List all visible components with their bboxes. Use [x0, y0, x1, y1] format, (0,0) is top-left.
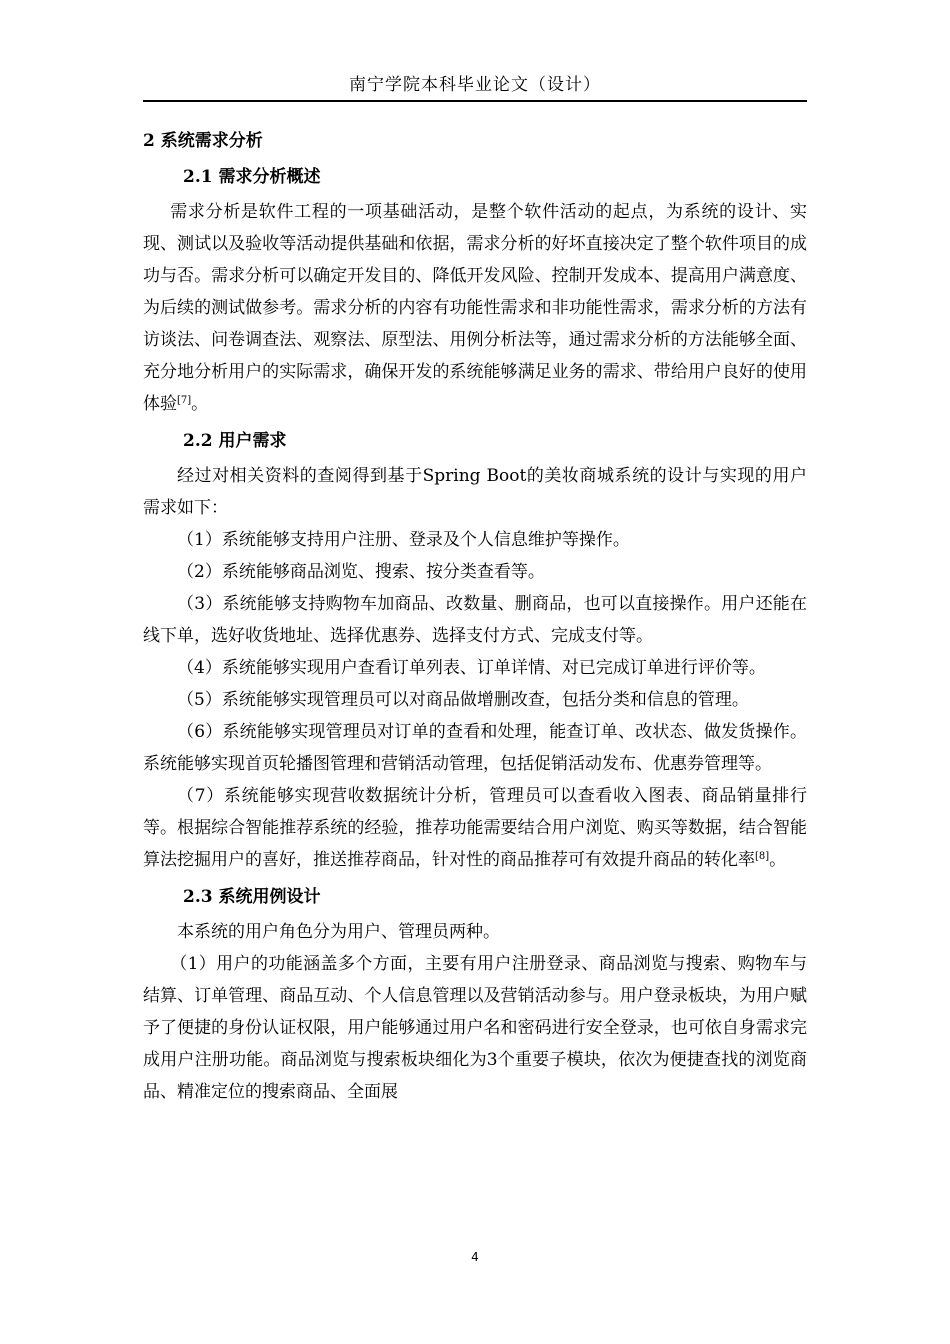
- running-header: 南宁学院本科毕业论文（设计）: [349, 75, 601, 95]
- subsection-title-2-3: 2.3 系统用例设计: [183, 887, 321, 907]
- paragraph-user-requirements-intro: 经过对相关资料的查阅得到基于Spring Boot的美妆商城系统的设计与实现的用户需求如下：: [143, 466, 807, 518]
- requirement-item-7: [143, 780, 807, 876]
- paragraph-user-functions: （1）用户的功能涵盖多个方面，主要有用户注册登录、商品浏览与搜索、购物车与结算、订单管理、商品互动、个人信息管理以及营销活动参与。用户登录板块，为用户赋予了便捷的身份认证权限，用户能够通过用户名和密码进行安全登录，也可依自身需求完成用户注册功能。商品浏览与搜索板块细化为3个重要子模块，依次为便捷查找的浏览商品、精准定位的搜索商品、全面展: [143, 954, 807, 1102]
- requirement-item-2: （2）系统能够商品浏览、搜索、按分类查看等。: [177, 562, 545, 582]
- requirement-item-1: （1）系统能够支持用户注册、登录及个人信息维护等操作。: [177, 530, 630, 550]
- requirement-item-6: （6）系统能够实现管理员对订单的查看和处理，能查订单、改状态、做发货操作。系统能够实现首页轮播图管理和营销活动管理，包括促销活动发布、优惠券管理等。: [143, 722, 807, 774]
- citation: [8]: [755, 851, 770, 862]
- requirement-item-4: （4）系统能够实现用户查看订单列表、订单详情、对已完成订单进行评价等。: [177, 658, 766, 678]
- subsection-title-2-1: 2.1 需求分析概述: [183, 167, 321, 187]
- item-text: （7）系统能够实现营收数据统计分析，管理员可以查看收入图表、商品销量排行等。根据综合智能推荐系统的经验，推荐功能需要结合用户浏览、购买等数据，结合智能算法挖掘用户的喜好，推送推荐商品，针对性的商品推荐可有效提升商品的转化率: [143, 786, 807, 870]
- paragraph-use-case-intro: 本系统的用户角色分为用户、管理员两种。: [177, 922, 500, 942]
- requirement-item-5: （5）系统能够实现管理员可以对商品做增删改查，包括分类和信息的管理。: [177, 690, 749, 710]
- requirement-item-3: （3）系统能够支持购物车加商品、改数量、删商品，也可以直接操作。用户还能在线下单，选好收货地址、选择优惠券、选择支付方式、完成支付等。: [143, 594, 807, 646]
- page-number: 4: [471, 1250, 479, 1264]
- subsection-title-2-2: 2.2 用户需求: [183, 431, 287, 451]
- section-title: 2 系统需求分析: [143, 131, 263, 151]
- paragraph-end: 。: [191, 394, 209, 414]
- paragraph-requirements-overview: [143, 196, 807, 420]
- paragraph-text: 需求分析是软件工程的一项基础活动，是整个软件活动的起点，为系统的设计、实现、测试以及验收等活动提供基础和依据，需求分析的好坏直接决定了整个软件项目的成功与否。需求分析可以确定开发目的、降低开发风险、控制开发成本、提高用户满意度、为后续的测试做参考。需求分析的内容有功能性需求和非功能性需求，需求分析的方法有访谈法、问卷调查法、观察法、原型法、用例分析法等，通过需求分析的方法能够全面、充分地分析用户的实际需求，确保开发的系统能够满足业务的需求、带给用户良好的使用体验: [143, 202, 807, 414]
- page-content: [143, 126, 807, 1108]
- item-end: 。: [769, 850, 787, 870]
- citation: [7]: [177, 395, 192, 406]
- header-rule: [143, 100, 807, 102]
